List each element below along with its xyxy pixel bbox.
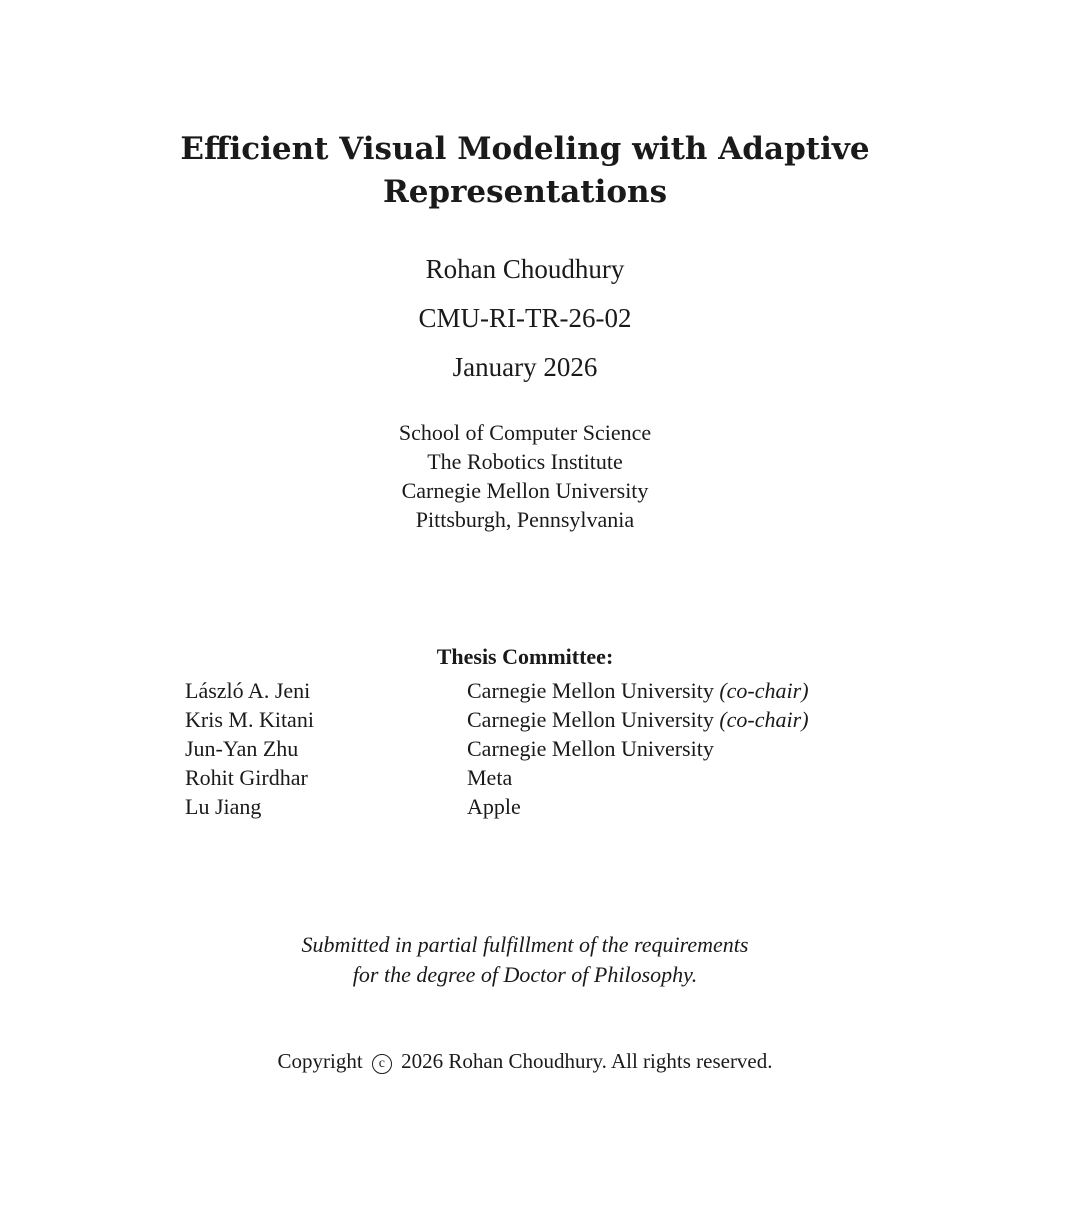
member-affiliation-text: Meta	[467, 765, 513, 790]
copyright-prefix: Copyright	[277, 1049, 363, 1073]
member-affiliation	[467, 763, 512, 792]
copyright-icon: c	[372, 1054, 392, 1074]
member-name: Kris M. Kitani	[185, 707, 314, 732]
member-affiliation-text: Carnegie Mellon University	[467, 707, 714, 732]
affiliation-block	[150, 418, 900, 534]
committee-heading: Thesis Committee:	[436, 644, 614, 669]
affiliation-university: Carnegie Mellon University	[401, 478, 649, 503]
committee-member	[185, 676, 809, 705]
committee-member	[185, 763, 809, 792]
committee-member	[185, 734, 809, 763]
member-name: László A. Jeni	[185, 678, 311, 703]
author-name: Rohan Choudhury	[425, 254, 625, 284]
affiliation-school: School of Computer Science	[398, 420, 652, 445]
submission-line-2: for the degree of Doctor of Philosophy.	[352, 962, 698, 987]
member-name: Lu Jiang	[185, 794, 262, 819]
member-affiliation-text: Carnegie Mellon University	[467, 736, 714, 761]
committee-member	[185, 705, 809, 734]
member-affiliation-text: Carnegie Mellon University	[467, 678, 714, 703]
copyright-notice	[150, 1049, 900, 1074]
member-affiliation	[467, 734, 714, 763]
submission-line-1: Submitted in partial fulfillment of the requirements	[301, 932, 749, 957]
member-role: (co-chair)	[719, 678, 809, 703]
publication-date: January 2026	[452, 352, 598, 382]
affiliation-location: Pittsburgh, Pennsylvania	[415, 507, 635, 532]
member-role: (co-chair)	[719, 707, 809, 732]
member-name: Rohit Girdhar	[185, 765, 308, 790]
committee-list	[185, 676, 809, 821]
member-name: Jun-Yan Zhu	[185, 736, 299, 761]
member-affiliation	[467, 792, 521, 821]
submission-statement	[150, 930, 900, 990]
copyright-suffix: 2026 Rohan Choudhury. All rights reserved.	[401, 1049, 773, 1073]
member-affiliation	[467, 676, 809, 705]
committee-member	[185, 792, 809, 821]
thesis-title-line-1: Efficient Visual Modeling with Adaptive	[180, 131, 870, 167]
report-number: CMU-RI-TR-26-02	[418, 303, 632, 333]
thesis-title-line-2: Representations	[382, 174, 668, 210]
thesis-title	[150, 128, 900, 214]
member-affiliation-text: Apple	[467, 794, 521, 819]
member-affiliation	[467, 705, 809, 734]
affiliation-institute: The Robotics Institute	[427, 449, 623, 474]
